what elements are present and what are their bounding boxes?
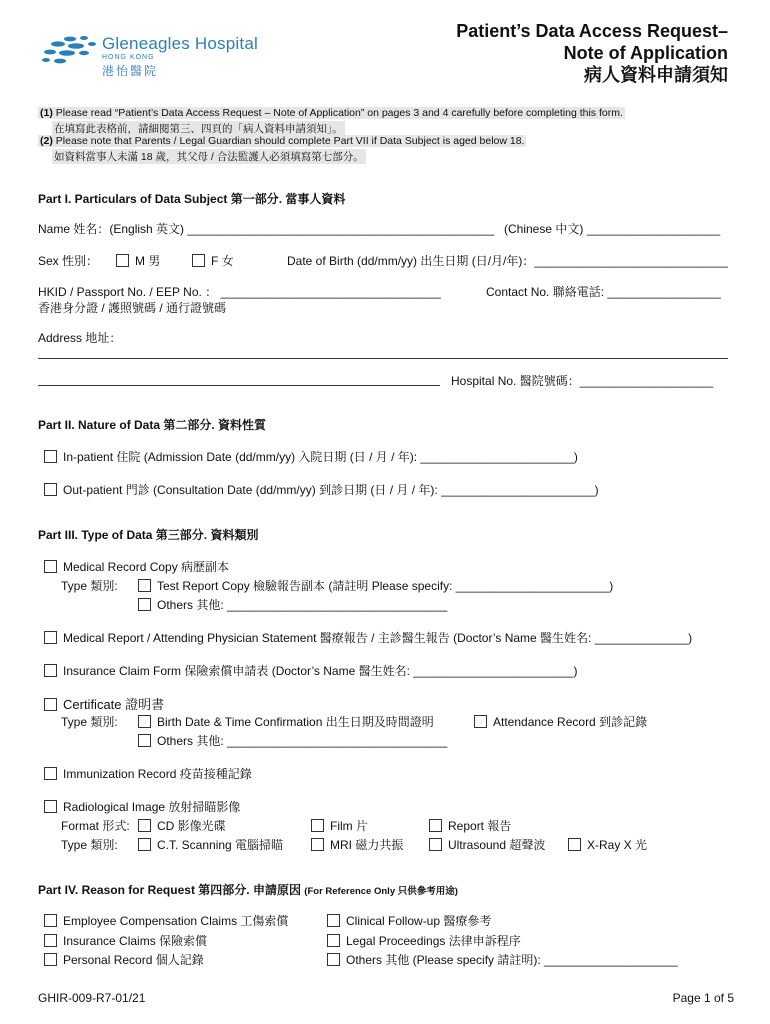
certificate-others-checkbox[interactable] <box>138 734 151 747</box>
page-number: Page 1 of 5 <box>672 991 734 1005</box>
film-label: Film 片 <box>330 819 368 833</box>
attendance-record-label: Attendance Record 到診記錄 <box>493 715 648 729</box>
part-2-heading: Part II. Nature of Data 第二部分. 資料性質 <box>38 418 267 432</box>
contact-field[interactable]: Contact No. 聯絡電話: _________________ <box>486 285 721 299</box>
mri-option[interactable] <box>311 836 403 853</box>
outpatient-label: Out-patient 門診 (Consultation Date (dd/mm/yy) 到診日期 (日 / 月 / 年): _______________________) <box>63 483 599 497</box>
test-report-option[interactable] <box>138 577 613 594</box>
note-2-en <box>38 135 526 147</box>
note-2-text: Please note that Parents / Legal Guardian should complete Part VII if Data Subject is aged below 18. <box>55 135 525 147</box>
film-option[interactable] <box>311 817 368 834</box>
immunization-checkbox[interactable] <box>44 767 57 780</box>
radiological-checkbox[interactable] <box>44 800 57 813</box>
format-label: Format 形式: <box>61 819 130 833</box>
ultrasound-checkbox[interactable] <box>429 838 442 851</box>
medical-record-others-option[interactable] <box>138 596 447 613</box>
hospital-number-field[interactable]: Hospital No. 醫院號碼：____________________ <box>451 374 714 388</box>
xray-checkbox[interactable] <box>568 838 581 851</box>
male-checkbox[interactable] <box>116 254 129 267</box>
radiological-type-label: Type 類別: <box>61 838 118 852</box>
note-2-number: (2) <box>40 135 53 147</box>
employee-compensation-option[interactable] <box>44 912 288 929</box>
mri-label: MRI 磁力共振 <box>330 838 404 852</box>
cd-option[interactable] <box>138 817 226 834</box>
female-checkbox[interactable] <box>192 254 205 267</box>
outpatient-option[interactable] <box>44 481 599 498</box>
employee-compensation-label: Employee Compensation Claims 工傷索償 <box>63 914 289 928</box>
sex-male-option[interactable] <box>116 252 160 269</box>
hospital-logo <box>40 32 270 82</box>
medical-report-label: Medical Report / Attending Physician Statement 醫療報告 / 主診醫生報告 (Doctor’s Name 醫生姓名: ______________) <box>63 631 693 645</box>
personal-record-option[interactable] <box>44 951 204 968</box>
birth-confirmation-checkbox[interactable] <box>138 715 151 728</box>
part-3-heading: Part III. Type of Data 第三部分. 資料類別 <box>38 528 259 542</box>
report-label: Report 報告 <box>448 819 512 833</box>
logo-subtitle: HONG KONG <box>102 54 155 61</box>
reason-others-checkbox[interactable] <box>327 953 340 966</box>
note-1-number: (1) <box>40 107 53 119</box>
cd-label: CD 影像光碟 <box>157 819 226 833</box>
part-4-heading <box>38 881 458 898</box>
address-line-2[interactable] <box>38 384 440 386</box>
medical-record-option[interactable] <box>44 558 229 575</box>
clinical-followup-option[interactable] <box>327 912 491 929</box>
legal-proceedings-checkbox[interactable] <box>327 934 340 947</box>
test-report-checkbox[interactable] <box>138 579 151 592</box>
male-label: M 男 <box>135 254 161 268</box>
female-label: F 女 <box>211 254 234 268</box>
radiological-option[interactable] <box>44 798 240 815</box>
title-line-3: 病人資料申請須知 <box>584 65 728 85</box>
medical-report-checkbox[interactable] <box>44 631 57 644</box>
insurance-form-option[interactable] <box>44 662 577 679</box>
inpatient-label: In-patient 住院 (Admission Date (dd/mm/yy) 入院日期 (日 / 月 / 年): _______________________) <box>63 450 578 464</box>
ct-label: C.T. Scanning 電腦掃瞄 <box>157 838 284 852</box>
xray-label: X-Ray X 光 <box>587 838 648 852</box>
certificate-others-label: Others 其他: _________________________________ <box>157 734 448 748</box>
reason-others-option[interactable] <box>327 951 678 968</box>
hkid-field[interactable]: HKID / Passport No. / EEP No. ： _________________________________ <box>38 285 441 299</box>
ultrasound-label: Ultrasound 超聲波 <box>448 838 546 852</box>
name-chinese-field[interactable]: (Chinese 中文) ____________________ <box>504 222 721 236</box>
immunization-label: Immunization Record 疫苗接種記錄 <box>63 767 252 781</box>
xray-option[interactable] <box>568 836 647 853</box>
inpatient-option[interactable] <box>44 448 578 465</box>
medical-record-others-checkbox[interactable] <box>138 598 151 611</box>
cd-checkbox[interactable] <box>138 819 151 832</box>
legal-proceedings-option[interactable] <box>327 932 521 949</box>
clinical-followup-label: Clinical Follow-up 醫療參考 <box>346 914 492 928</box>
employee-compensation-checkbox[interactable] <box>44 914 57 927</box>
outpatient-checkbox[interactable] <box>44 483 57 496</box>
legal-proceedings-label: Legal Proceedings 法律申訴程序 <box>346 934 521 948</box>
sex-label: Sex 性別： <box>38 254 99 268</box>
certificate-others-option[interactable] <box>138 732 447 749</box>
medical-record-others-label: Others 其他: _________________________________ <box>157 598 448 612</box>
name-english-field[interactable]: Name 姓名：(English 英文) ______________________________________________ <box>38 222 495 236</box>
insurance-claims-checkbox[interactable] <box>44 934 57 947</box>
form-code: GHIR-009-R7-01/21 <box>38 991 146 1005</box>
insurance-claims-label: Insurance Claims 保險索償 <box>63 934 208 948</box>
note-2-cn: 如資料當事人未滿 18 歲，其父母 / 合法監護人必須填寫第七部分。 <box>54 151 364 163</box>
note-1-text: Please read “Patient’s Data Access Request – Note of Application” on pages 3 and 4 carefully before completing this form. <box>55 107 623 119</box>
medical-record-label: Medical Record Copy 病歷副本 <box>63 560 230 574</box>
logo-swoosh-icon <box>40 34 98 68</box>
logo-chinese-name: 港怡醫院 <box>102 64 159 78</box>
title-line-1: Patient’s Data Access Request– <box>456 21 728 41</box>
medical-report-option[interactable] <box>44 629 692 646</box>
mri-checkbox[interactable] <box>311 838 324 851</box>
report-option[interactable] <box>429 817 511 834</box>
insurance-form-label: Insurance Claim Form 保險索償申請表 (Doctor’s Name 醫生姓名: ________________________) <box>63 664 578 678</box>
certificate-checkbox[interactable] <box>44 698 57 711</box>
address-line-1[interactable] <box>38 357 728 359</box>
medical-record-type-label: Type 類別: <box>61 579 118 593</box>
insurance-claims-option[interactable] <box>44 932 207 949</box>
part-4-heading-text: Part IV. Reason for Request 第四部分. 申請原因 <box>38 883 301 897</box>
certificate-type-label: Type 類別: <box>61 715 118 729</box>
note-1-en <box>38 107 625 119</box>
immunization-option[interactable] <box>44 765 252 782</box>
logo-name: Gleneagles Hospital <box>102 34 258 53</box>
title-line-2: Note of Application <box>563 43 728 63</box>
personal-record-checkbox[interactable] <box>44 953 57 966</box>
ultrasound-option[interactable] <box>429 836 545 853</box>
personal-record-label: Personal Record 個人記錄 <box>63 953 204 967</box>
radiological-label: Radiological Image 放射掃瞄影像 <box>63 800 241 814</box>
dob-field[interactable]: Date of Birth (dd/mm/yy) 出生日期 (日/月/年)：_____________________________ <box>287 254 728 268</box>
attendance-record-checkbox[interactable] <box>474 715 487 728</box>
test-report-label: Test Report Copy 檢驗報告副本 (請註明 Please specify: _______________________) <box>157 579 614 593</box>
page-title <box>456 20 728 86</box>
ct-checkbox[interactable] <box>138 838 151 851</box>
birth-confirmation-option[interactable] <box>138 713 434 730</box>
birth-confirmation-label: Birth Date & Time Confirmation 出生日期及時間證明 <box>157 715 434 729</box>
ct-option[interactable] <box>138 836 283 853</box>
address-label: Address 地址： <box>38 331 122 345</box>
part-4-heading-note: (For Reference Only 只供參考用途) <box>304 886 458 897</box>
certificate-label: Certificate 證明書 <box>63 697 165 712</box>
film-checkbox[interactable] <box>311 819 324 832</box>
reason-others-label: Others 其他 (Please specify 請註明): ____________________ <box>346 953 678 967</box>
note-1-cn: 在填寫此表格前，請細閱第三、四頁的「病人資料申請須知」。 <box>54 123 343 135</box>
clinical-followup-checkbox[interactable] <box>327 914 340 927</box>
part-1-heading: Part I. Particulars of Data Subject 第一部分. 當事人資料 <box>38 192 346 206</box>
report-checkbox[interactable] <box>429 819 442 832</box>
hkid-chinese-label: 香港身分證 / 護照號碼 / 通行證號碼 <box>38 301 227 315</box>
insurance-form-checkbox[interactable] <box>44 664 57 677</box>
sex-female-option[interactable] <box>192 252 234 269</box>
certificate-option[interactable] <box>44 694 164 713</box>
inpatient-checkbox[interactable] <box>44 450 57 463</box>
medical-record-checkbox[interactable] <box>44 560 57 573</box>
attendance-record-option[interactable] <box>474 713 647 730</box>
